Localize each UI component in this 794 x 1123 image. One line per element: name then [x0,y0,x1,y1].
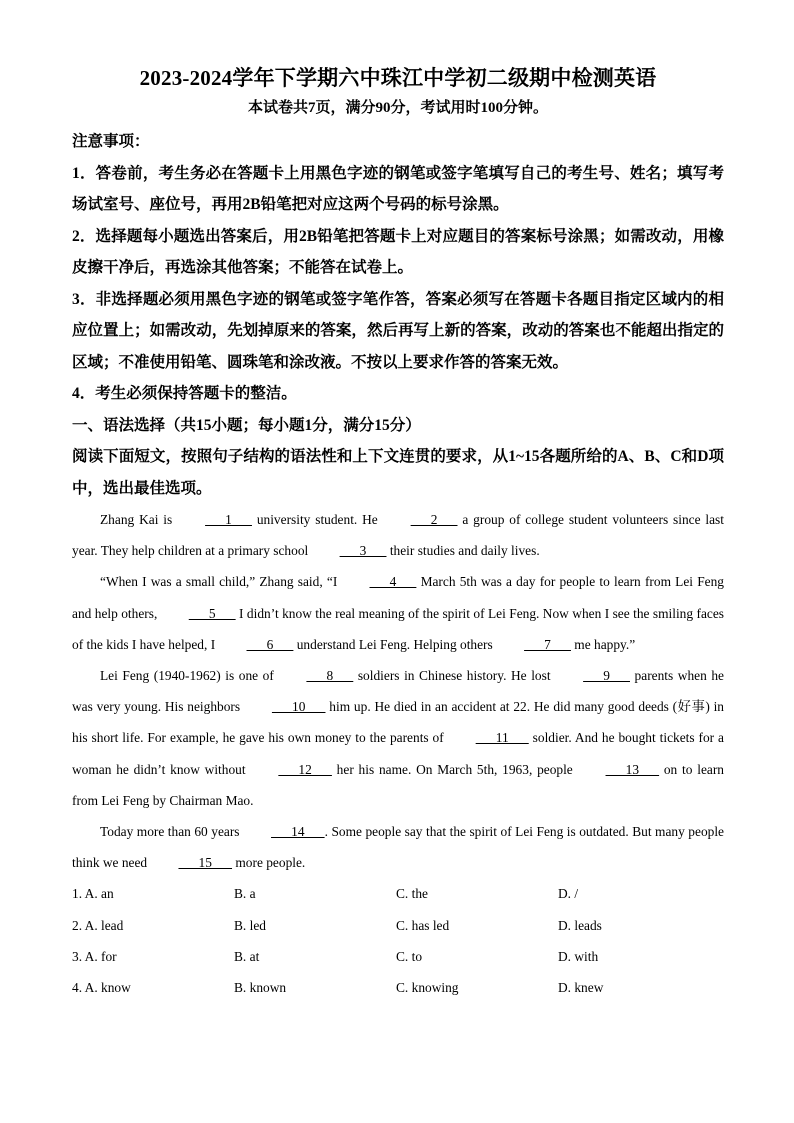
note-item: 4．考生必须保持答题卡的整洁。 [72,385,297,402]
option-a: 1. A. an [72,886,114,902]
passage-paragraph-3 [72,660,724,816]
option-c: C. knowing [396,980,459,996]
answer-blank-6: 6 [246,636,294,652]
answer-blank-9: 9 [583,668,630,684]
option-c: C. to [396,948,423,964]
answer-blank-15: 15 [178,855,233,871]
passage-text: “When I was a small child,” Zhang said, “I [100,574,342,590]
exam-title: 2023-2024学年下学期六中珠江中学初二级期中检测英语 [139,66,657,90]
answer-blank-1: 1 [205,512,252,527]
passage-text: Zhang Kai is [100,512,178,527]
passage-text: Today more than 60 years [100,824,244,840]
passage-text: . Some people say that the spirit of Lei Feng is outdated. But many people think we need [72,824,724,871]
option-a: 4. A. know [72,980,131,996]
passage-text: parents when he was very young. His neighbors [72,668,725,715]
option-b: B. a [234,886,256,902]
passage-text: Lei Feng (1940-1962) is one of [100,668,279,684]
answer-blank-5: 5 [188,605,236,621]
option-row-4 [72,972,724,1003]
passage-text: me happy.” [570,636,636,652]
option-row-3 [72,941,724,972]
notes-heading: 注意事项： [72,133,150,150]
note-item: 3．非选择题必须用黑色字迹的钢笔或签字笔作答，答案必须写在答题卡各题目指定区域内的相应位置上；如需改动，先划掉原来的答案，然后再写上新的答案，改动的答案也不能超出指定的区域；不准使用铅笔、圆珠笔和涂改液。不按以上要求作答的答案无效。 [72,290,724,371]
option-a: 3. A. for [72,948,117,964]
passage-text: university student. He [251,512,383,527]
option-d: D. leads [558,917,602,933]
passage-text: their studies and daily lives. [386,543,540,559]
passage-text: soldier. And he bought tickets for a woman he didn’t know without [72,730,725,777]
answer-blank-8: 8 [306,668,354,684]
passage-text: her his name. On March 5th, 1963, people [331,761,578,777]
option-d: D. knew [558,980,604,996]
passage-text: him up. He died in an accident at 22. He did many good deeds (好事) in his short life. For example, he gave his own money to the parents of [72,699,725,746]
passage-paragraph-1 [72,504,724,566]
reading-passage [72,504,724,878]
passage-text: March 5th was a day for people to learn from Lei Feng and help others, [72,574,724,621]
exam-page [72,62,724,1003]
passage-paragraph-2 [72,566,724,660]
option-b: B. known [234,980,287,996]
passage-text: a group of college student volunteers since last year. They help children at a primary school [72,512,724,559]
option-b: B. led [234,917,266,933]
note-item: 2．选择题每小题选出答案后，用2B铅笔把答题卡上对应题目的答案标号涂黑；如需改动，用橡皮擦干净后，再选涂其他答案；不能答在试卷上。 [72,227,724,276]
answer-blank-4: 4 [369,574,417,590]
answer-options [72,878,724,1003]
exam-subtitle: 本试卷共7页，满分90分，考试用时100分钟。 [247,100,548,116]
answer-blank-10: 10 [271,699,326,715]
passage-paragraph-4 [72,816,724,878]
option-d: D. / [558,886,579,902]
passage-text: on to learn from Lei Feng by Chairman Mao. [72,761,724,808]
answer-blank-3: 3 [339,543,387,559]
option-row-1 [72,878,724,909]
option-c: C. has led [396,917,450,933]
section-instruction: 阅读下面短文，按照句子结构的语法性和上下文连贯的要求，从1~15各题所给的A、B、C和D项中，选出最佳选项。 [72,448,724,497]
option-a: 2. A. lead [72,917,124,933]
answer-blank-2: 2 [410,512,458,527]
option-c: C. the [396,886,428,902]
answer-blank-12: 12 [278,761,332,777]
option-row-2 [72,910,724,941]
option-d: D. with [558,948,599,964]
notes-section [72,126,724,410]
section-heading: 一、语法选择（共15小题；每小题1分，满分15分） [72,416,421,434]
answer-blank-7: 7 [524,636,571,652]
passage-text: I didn’t know the real meaning of the spirit of Lei Feng. Now when I see the smiling faces of the kids I have helped, I [72,605,724,652]
answer-blank-14: 14 [271,824,325,840]
note-item: 1．答卷前，考生务必在答题卡上用黑色字迹的钢笔或签字笔填写自己的考生号、姓名；填写考场试室号、座位号，再用2B铅笔把对应这两个号码的标号涂黑。 [72,164,724,213]
option-b: B. at [234,948,260,964]
answer-blank-13: 13 [605,761,660,777]
passage-text: understand Lei Feng. Helping others [293,636,497,652]
passage-text: more people. [232,855,306,871]
answer-blank-11: 11 [475,730,529,746]
passage-text: soldiers in Chinese history. He lost [353,668,556,684]
